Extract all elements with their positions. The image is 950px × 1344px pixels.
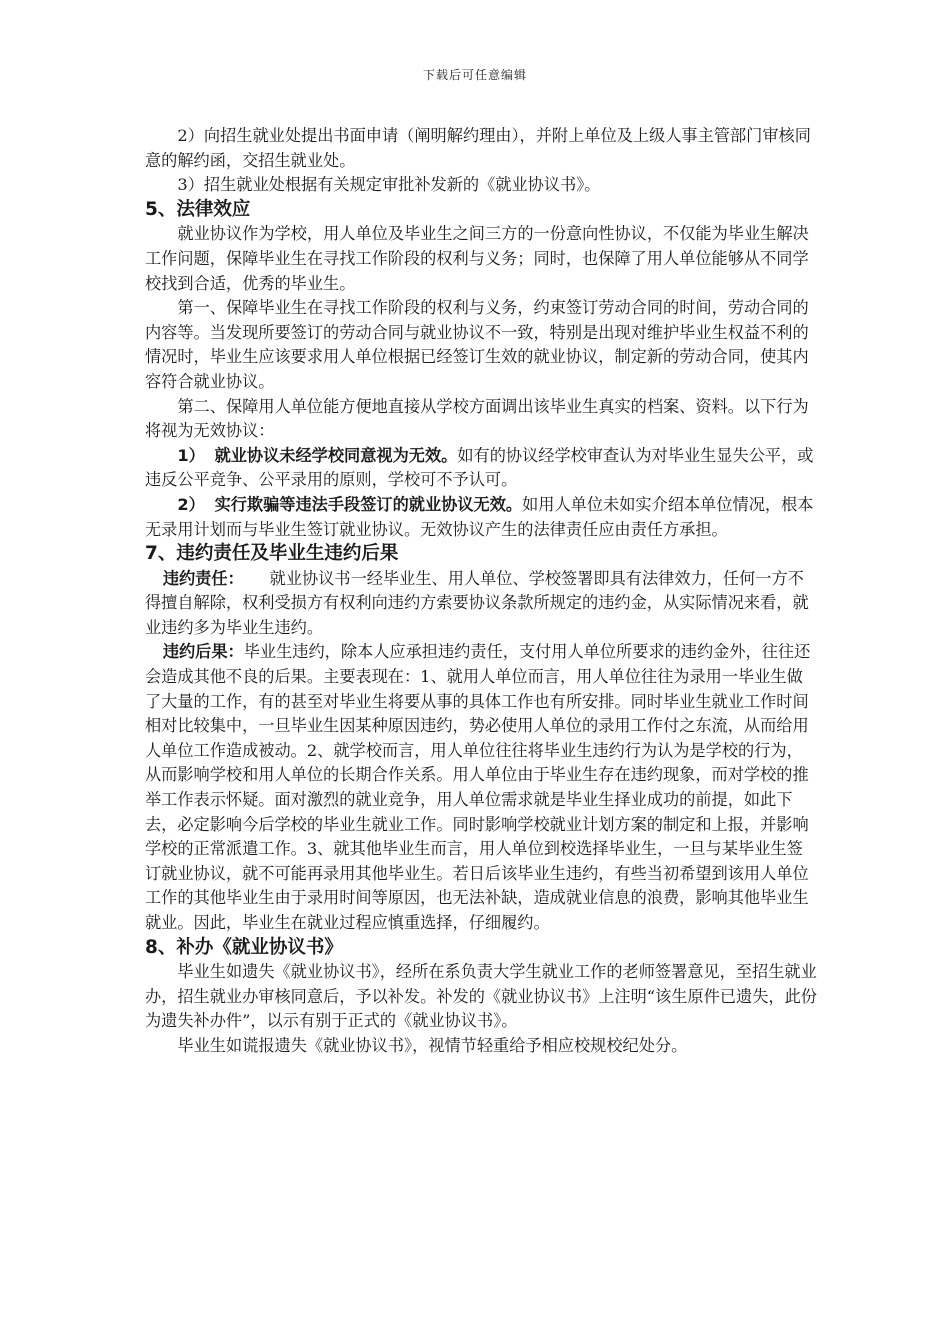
paragraph-first: 第一、保障毕业生在寻找工作阶段的权利与义务，约束签订劳动合同的时间，劳动合同的内容等。当发现所要签订的劳动合同与就业协议不一致，特别是出现对维护毕业生权益不利的情况时，毕业生应该要求用人单位根据已经签订生效的就业协议，制定新的劳动合同，使其内容符合就业协议。 <box>145 298 809 391</box>
liability-label: 违约责任： <box>162 568 244 588</box>
heading-reissue: 8、补办《就业协议书》 <box>145 936 343 958</box>
document-body <box>145 124 817 1059</box>
paragraph-step-2: 2）向招生就业处提出书面申请（阐明解约理由），并附上单位及上级人事主管部门审核同意的解约函，交招生就业处。 <box>145 126 811 170</box>
list-item-2-bold: 实行欺骗等违法手段签订的就业协议无效。 <box>214 494 523 514</box>
heading-legal-effect: 5、法律效应 <box>145 198 251 220</box>
list-item-1-bold: 就业协议未经学校同意视为无效。 <box>214 445 458 465</box>
paragraph-second: 第二、保障用人单位能方便地直接从学校方面调出该毕业生真实的档案、资料。以下行为将视为无效协议： <box>145 396 809 441</box>
paragraph-liability <box>145 567 817 641</box>
consequence-text: 毕业生违约，除本人应承担违约责任，支付用人单位所要求的违约金外，往往还会造成其他不良的后果。主要表现在：1、就用人单位而言，用人单位往往为录用一毕业生做了大量的工作，有的甚至对毕业生将要从事的具体工作也有所安排。同时毕业生就业工作时间相对比较集中，一旦毕业生因某种原因违约，势必使用人单位的录用工作付之东流，从而给用人单位工作造成被动。2、就学校而言，用人单位往往将毕业生违约行为认为是学校的行为，从而影响学校和用人单位的长期合作关系。用人单位由于毕业生存在违约现象，而对学校的推举工作表示怀疑。面对激烈的就业竞争，用人单位需求就是毕业生择业成功的前提，如此下去，必定影响今后学校的毕业生就业工作。同时影响学校就业计划方案的制定和上报，并影响学校的正常派遣工作。3、就其他毕业生而言，用人单位到校选择毕业生，一旦与某毕业生签订就业协议，就不可能再录用其他毕业生。若日后该毕业生违约，有些当初希望到该用人单位工作的其他毕业生由于录用时间等原因，也无法补缺，造成就业信息的浪费，影响其他毕业生就业。因此，毕业生在就业过程应慎重选择，仔细履约。 <box>145 642 811 932</box>
list-item-1 <box>145 444 817 493</box>
list-item-2-number: 2） <box>177 494 205 514</box>
page-header: 下载后可任意编辑 <box>422 68 527 82</box>
paragraph-consequence <box>145 640 817 935</box>
consequence-label: 违约后果： <box>162 642 244 662</box>
list-item-1-number: 1） <box>177 445 205 465</box>
paragraph-step-3: 3）招生就业处根据有关规定审批补发新的《就业协议书》。 <box>177 175 601 195</box>
heading-breach: 7、违约责任及毕业生违约后果 <box>145 543 399 565</box>
list-item-2-text: 如用人单位未如实介绍本单位情况，根本无录用计划而与毕业生签订就业协议。无效协议产生的法律责任应由责任方承担。 <box>145 494 814 539</box>
paragraph-reissue: 毕业生如遗失《就业协议书》，经所在系负责大学生就业工作的老师签署意见，至招生就业办，招生就业办审核同意后，予以补发。补发的《就业协议书》上注明“该生原件已遗失，此份为遗失补办件”，以示有别于正式的《就业协议书》。 <box>145 962 817 1031</box>
paragraph-false-report: 毕业生如谎报遗失《就业协议书》，视情节轻重给予相应校规校纪处分。 <box>177 1035 688 1055</box>
paragraph-legal-effect-intro: 就业协议作为学校，用人单位及毕业生之间三方的一份意向性协议，不仅能为毕业生解决工作问题，保障毕业生在寻找工作阶段的权利与义务；同时，也保障了用人单位能够从不同学校找到合适，优秀的毕业生。 <box>145 224 809 293</box>
liability-text: 就业协议书一经毕业生、用人单位、学校签署即具有法律效力，任何一方不得擅自解除，权利受损方有权利向违约方索要协议条款所规定的违约金，从实际情况来看，就业违约多为毕业生违约。 <box>145 568 809 637</box>
list-item-2 <box>145 493 817 542</box>
list-item-1-text: 如有的协议经学校审查认为对毕业生显失公平，或违反公平竞争、公平录用的原则，学校可不予认可。 <box>145 445 814 490</box>
